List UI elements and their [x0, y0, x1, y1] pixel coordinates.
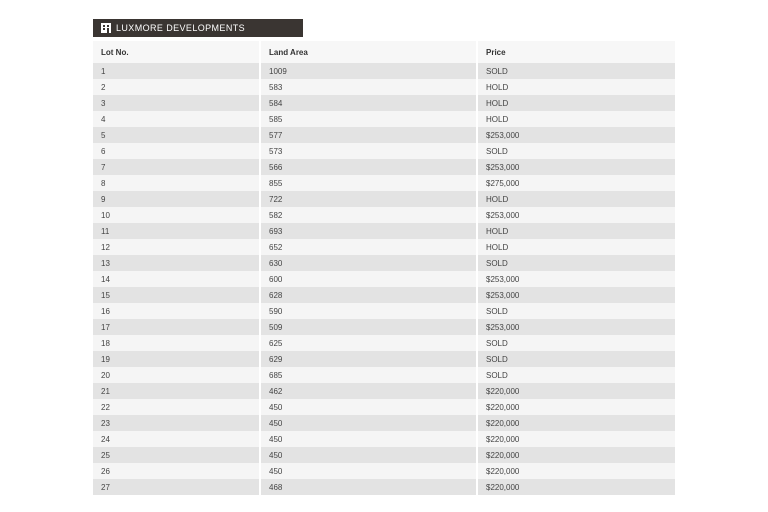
land-area-cell: 450: [260, 415, 477, 431]
table-row: [93, 463, 675, 479]
lot-number-cell: 25: [93, 447, 260, 463]
land-area-cell: 450: [260, 463, 477, 479]
land-area-cell: 566: [260, 159, 477, 175]
price-cell: SOLD: [477, 335, 675, 351]
land-area-cell: 577: [260, 127, 477, 143]
table-header-row: [93, 41, 675, 63]
land-area-cell: 450: [260, 399, 477, 415]
land-area-cell: 685: [260, 367, 477, 383]
price-cell: SOLD: [477, 63, 675, 79]
table-row: [93, 159, 675, 175]
price-cell: SOLD: [477, 255, 675, 271]
land-area-cell: 628: [260, 287, 477, 303]
table-row: [93, 111, 675, 127]
lot-number-cell: 4: [93, 111, 260, 127]
land-area-cell: 652: [260, 239, 477, 255]
price-cell: HOLD: [477, 111, 675, 127]
land-area-cell: 468: [260, 479, 477, 495]
table-row: [93, 431, 675, 447]
table-row: [93, 191, 675, 207]
lot-number-cell: 10: [93, 207, 260, 223]
lot-number-cell: 21: [93, 383, 260, 399]
lot-number-cell: 5: [93, 127, 260, 143]
land-area-cell: 450: [260, 431, 477, 447]
table-row: [93, 303, 675, 319]
land-area-cell: 630: [260, 255, 477, 271]
price-cell: HOLD: [477, 239, 675, 255]
price-cell: $220,000: [477, 383, 675, 399]
table-row: [93, 415, 675, 431]
price-cell: HOLD: [477, 79, 675, 95]
table-row: [93, 175, 675, 191]
lot-number-cell: 13: [93, 255, 260, 271]
table-row: [93, 367, 675, 383]
price-cell: SOLD: [477, 143, 675, 159]
table-row: [93, 335, 675, 351]
land-area-cell: 693: [260, 223, 477, 239]
lot-number-cell: 19: [93, 351, 260, 367]
lot-number-cell: 22: [93, 399, 260, 415]
table-row: [93, 319, 675, 335]
lot-number-cell: 7: [93, 159, 260, 175]
lot-number-cell: 17: [93, 319, 260, 335]
table-row: [93, 479, 675, 495]
lot-number-cell: 11: [93, 223, 260, 239]
lot-price-table: [93, 41, 675, 495]
lot-number-cell: 6: [93, 143, 260, 159]
price-cell: SOLD: [477, 303, 675, 319]
land-area-cell: 583: [260, 79, 477, 95]
lot-number-cell: 1: [93, 63, 260, 79]
price-cell: $220,000: [477, 479, 675, 495]
price-cell: $253,000: [477, 319, 675, 335]
column-header-price: Price: [477, 41, 675, 63]
table-row: [93, 287, 675, 303]
column-header-land-area: Land Area: [260, 41, 477, 63]
brand-name: LUXMORE DEVELOPMENTS: [116, 23, 246, 33]
price-cell: $220,000: [477, 431, 675, 447]
lot-number-cell: 14: [93, 271, 260, 287]
table-row: [93, 127, 675, 143]
price-cell: HOLD: [477, 95, 675, 111]
table-body: [93, 63, 675, 495]
lot-number-cell: 2: [93, 79, 260, 95]
building-logo-icon: [101, 23, 111, 33]
brand-header: [93, 19, 303, 37]
price-cell: $253,000: [477, 271, 675, 287]
price-cell: $253,000: [477, 127, 675, 143]
lot-number-cell: 23: [93, 415, 260, 431]
lot-number-cell: 27: [93, 479, 260, 495]
table-row: [93, 239, 675, 255]
lot-number-cell: 12: [93, 239, 260, 255]
price-cell: SOLD: [477, 367, 675, 383]
price-cell: $253,000: [477, 159, 675, 175]
lot-number-cell: 20: [93, 367, 260, 383]
price-cell: HOLD: [477, 223, 675, 239]
land-area-cell: 573: [260, 143, 477, 159]
lot-number-cell: 24: [93, 431, 260, 447]
land-area-cell: 600: [260, 271, 477, 287]
table-row: [93, 207, 675, 223]
column-header-lot-no: Lot No.: [93, 41, 260, 63]
lot-number-cell: 3: [93, 95, 260, 111]
lot-number-cell: 15: [93, 287, 260, 303]
price-cell: $220,000: [477, 399, 675, 415]
price-cell: $253,000: [477, 287, 675, 303]
price-cell: $220,000: [477, 463, 675, 479]
land-area-cell: 722: [260, 191, 477, 207]
land-area-cell: 450: [260, 447, 477, 463]
land-area-cell: 585: [260, 111, 477, 127]
price-cell: $220,000: [477, 415, 675, 431]
land-area-cell: 1009: [260, 63, 477, 79]
lot-number-cell: 8: [93, 175, 260, 191]
lot-number-cell: 26: [93, 463, 260, 479]
price-cell: HOLD: [477, 191, 675, 207]
land-area-cell: 855: [260, 175, 477, 191]
lot-number-cell: 16: [93, 303, 260, 319]
table-row: [93, 271, 675, 287]
land-area-cell: 625: [260, 335, 477, 351]
land-area-cell: 582: [260, 207, 477, 223]
land-area-cell: 584: [260, 95, 477, 111]
price-cell: $275,000: [477, 175, 675, 191]
table-row: [93, 255, 675, 271]
lot-number-cell: 18: [93, 335, 260, 351]
table-row: [93, 351, 675, 367]
lot-number-cell: 9: [93, 191, 260, 207]
land-area-cell: 590: [260, 303, 477, 319]
table-row: [93, 399, 675, 415]
table-row: [93, 63, 675, 79]
land-area-cell: 629: [260, 351, 477, 367]
table-row: [93, 143, 675, 159]
land-area-cell: 462: [260, 383, 477, 399]
table-row: [93, 383, 675, 399]
table-row: [93, 223, 675, 239]
land-area-cell: 509: [260, 319, 477, 335]
price-cell: SOLD: [477, 351, 675, 367]
price-cell: $220,000: [477, 447, 675, 463]
table-row: [93, 95, 675, 111]
table-row: [93, 79, 675, 95]
price-cell: $253,000: [477, 207, 675, 223]
table-row: [93, 447, 675, 463]
